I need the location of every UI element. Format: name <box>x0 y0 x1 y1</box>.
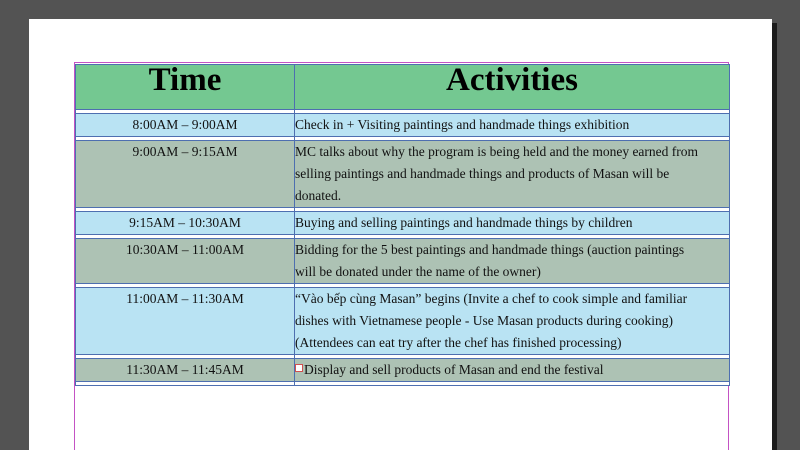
activity-line: dishes with Vietnamese people - Use Masan products during cooking) <box>295 313 673 328</box>
activity-line: will be donated under the name of the owner) <box>295 264 541 279</box>
activity-line: Check in + Visiting paintings and handmade things exhibition <box>295 117 630 132</box>
activity-line: selling paintings and handmade things and products of Masan will be <box>295 166 670 181</box>
row-spacer <box>76 382 730 386</box>
time-cell[interactable]: 9:15AM – 10:30AM <box>76 212 295 235</box>
activity-line: “Vào bếp cùng Masan” begins (Invite a chef to cook simple and familiar <box>295 291 688 306</box>
time-cell[interactable]: 11:30AM – 11:45AM <box>76 359 295 382</box>
header-activities[interactable]: Activities <box>295 65 730 110</box>
activity-line: donated. <box>295 188 342 203</box>
activity-cell[interactable] <box>295 288 730 355</box>
spacer-cell <box>76 382 295 386</box>
activity-line: Bidding for the 5 best paintings and handmade things (auction paintings <box>295 242 685 257</box>
activity-line: Display and sell products of Masan and end the festival <box>304 362 604 377</box>
time-cell[interactable]: 10:30AM – 11:00AM <box>76 239 295 284</box>
table-header-row <box>76 65 730 110</box>
activity-cell[interactable] <box>295 212 730 235</box>
text-frame-port-icon[interactable] <box>295 364 303 372</box>
activity-line: (Attendees can eat try after the chef has finished processing) <box>295 335 622 350</box>
table-row <box>76 288 730 355</box>
activity-cell[interactable] <box>295 114 730 137</box>
table-row <box>76 239 730 284</box>
table-row <box>76 141 730 208</box>
time-cell[interactable]: 8:00AM – 9:00AM <box>76 114 295 137</box>
schedule-body <box>76 110 730 386</box>
header-time[interactable]: Time <box>76 65 295 110</box>
table-row <box>76 359 730 382</box>
activity-cell[interactable] <box>295 239 730 284</box>
spacer-cell <box>295 382 730 386</box>
time-cell[interactable]: 9:00AM – 9:15AM <box>76 141 295 208</box>
schedule-table[interactable] <box>75 64 730 386</box>
table-row <box>76 114 730 137</box>
activity-line: MC talks about why the program is being held and the money earned from <box>295 144 699 159</box>
activity-line: Buying and selling paintings and handmade things by children <box>295 215 633 230</box>
document-page[interactable] <box>29 19 772 450</box>
activity-cell[interactable] <box>295 141 730 208</box>
time-cell[interactable]: 11:00AM – 11:30AM <box>76 288 295 355</box>
activity-cell[interactable] <box>295 359 730 382</box>
table-row <box>76 212 730 235</box>
